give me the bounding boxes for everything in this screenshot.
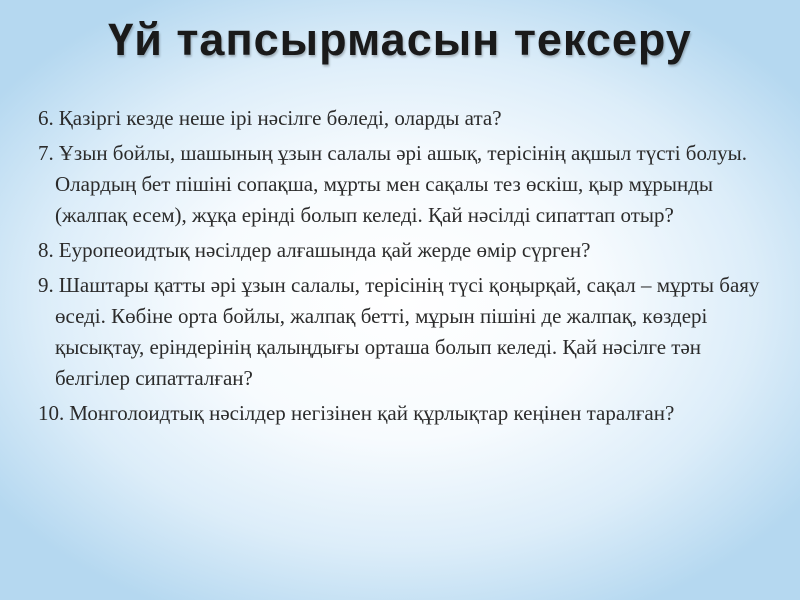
question-number: 7. xyxy=(38,141,54,165)
question-number: 8. xyxy=(38,238,54,262)
question-number: 9. xyxy=(38,273,54,297)
question-text: Еуропеоидтық нәсілдер алғашында қай жерде өмір сүрген? xyxy=(58,238,591,262)
question-text: Шаштары қатты әрі ұзын салалы, терісінің түсі қоңырқай, сақал – мұрты баяу өседі. Көбіне орта бойлы, жалпақ бетті, мұрын пішіні де жалпақ, көздері қысықтау, еріндерінің қалыңдығы орташа болып келеді. Қай нәсілге тән белгілер сипатталған? xyxy=(55,273,760,390)
question-text: Монголоидтық нәсілдер негізінен қай құрлықтар кеңінен таралған? xyxy=(69,401,675,425)
question-item-8 xyxy=(38,235,766,266)
question-item-10 xyxy=(38,398,766,429)
question-item-6 xyxy=(38,103,766,134)
question-number: 6. xyxy=(38,106,54,130)
slide-title: Үй тапсырмасын тексеру xyxy=(108,14,692,65)
question-text: Қазіргі кезде неше ірі нәсілге бөледі, оларды ата? xyxy=(58,106,502,130)
question-list xyxy=(38,103,766,433)
question-number: 10. xyxy=(38,401,65,425)
question-item-9 xyxy=(38,270,766,394)
question-text: Ұзын бойлы, шашының ұзын салалы әрі ашық, терісінің ақшыл түсті болуы. Олардың бет пішіні сопақша, мұрты мен сақалы тез өскіш, қыр мұрынды (жалпақ есем), жұқа ерінді болып келеді. Қай нәсілді сипаттап отыр? xyxy=(55,141,748,227)
question-item-7 xyxy=(38,138,766,231)
